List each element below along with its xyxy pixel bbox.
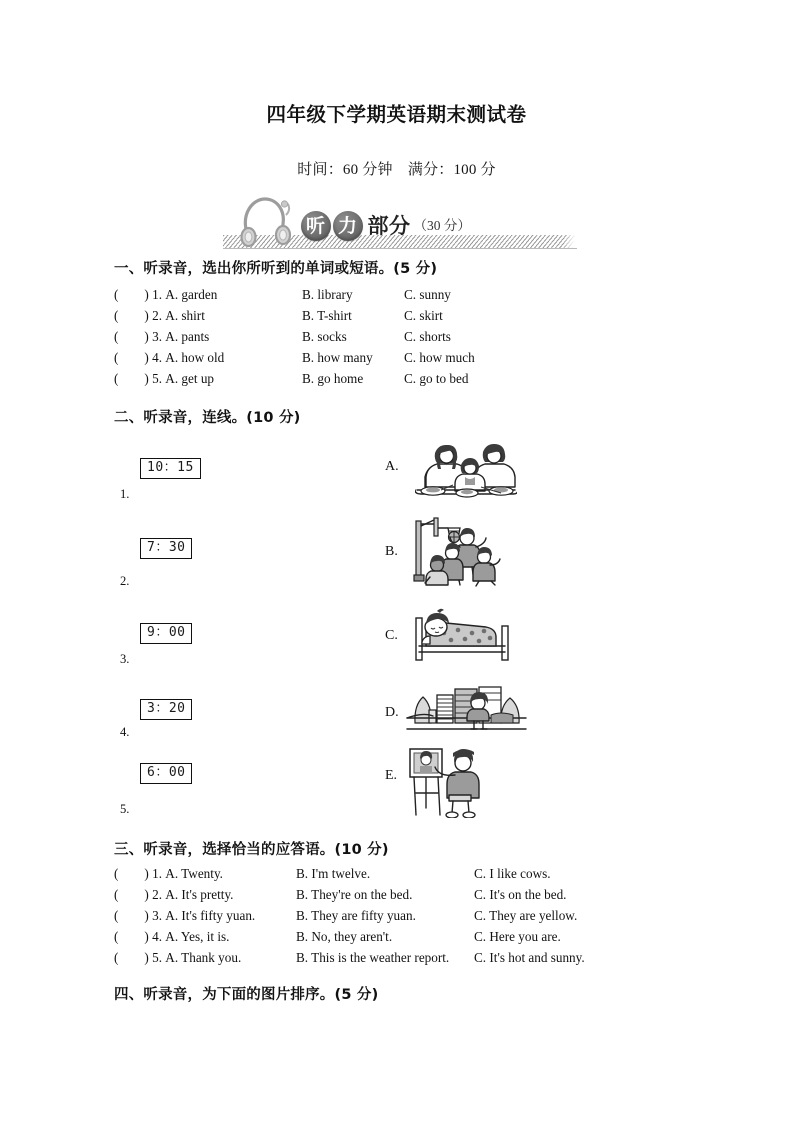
option-c[interactable]: C. sunny: [404, 287, 451, 302]
option-b[interactable]: B. They're on the bed.: [296, 887, 413, 902]
option-b[interactable]: B. how many: [302, 350, 373, 365]
question-row: [114, 371, 469, 387]
question-row: [114, 887, 567, 903]
time-card[interactable]: 6：00: [140, 763, 192, 784]
question-number: 5.: [152, 371, 162, 386]
question-row: [114, 866, 551, 882]
option-a[interactable]: A. pants: [165, 329, 210, 344]
option-c[interactable]: C. They are yellow.: [474, 908, 578, 923]
question-number: 1.: [152, 287, 162, 302]
option-a[interactable]: A. It's pretty.: [165, 887, 234, 902]
match-item-number: 4.: [120, 725, 130, 739]
section-2-heading: 二、听录音，连线。(10 分): [114, 410, 301, 426]
match-item-number: 5.: [120, 802, 130, 816]
answer-bracket[interactable]: ( ): [114, 887, 149, 902]
option-c[interactable]: C. It's on the bed.: [474, 887, 567, 902]
banner-label: 部分: [367, 214, 411, 238]
question-row: [114, 950, 585, 966]
match-item-number: 1.: [120, 487, 130, 501]
option-c[interactable]: C. I like cows.: [474, 866, 551, 881]
option-a[interactable]: A. Yes, it is.: [165, 929, 230, 944]
banner-score: （30 分）: [413, 218, 471, 233]
headphones-icon: [239, 193, 295, 251]
answer-bracket[interactable]: ( ): [114, 287, 149, 302]
question-row: [114, 350, 475, 366]
child-sleeping-in-bed-picture: [410, 602, 518, 664]
option-b[interactable]: B. socks: [302, 329, 347, 344]
children-playing-basketball-picture: [410, 515, 510, 587]
option-a[interactable]: A. Thank you.: [165, 950, 242, 965]
banner-char-ting: 听: [301, 211, 331, 241]
match-item-number: 3.: [120, 652, 130, 666]
option-a[interactable]: A. garden: [165, 287, 218, 302]
option-b[interactable]: B. They are fifty yuan.: [296, 908, 416, 923]
time-card[interactable]: 9：00: [140, 623, 192, 644]
question-row: [114, 908, 578, 924]
question-number: 2.: [152, 308, 162, 323]
banner-char-li: 力: [333, 211, 363, 241]
option-a[interactable]: A. get up: [165, 371, 215, 386]
title-block: [0, 0, 793, 179]
option-c[interactable]: C. Here you are.: [474, 929, 561, 944]
option-b[interactable]: B. T-shirt: [302, 308, 352, 323]
question-number: 4.: [152, 929, 162, 944]
answer-bracket[interactable]: ( ): [114, 308, 149, 323]
answer-bracket[interactable]: ( ): [114, 329, 149, 344]
answer-bracket[interactable]: ( ): [114, 371, 149, 386]
banner-text: [301, 211, 471, 241]
picture-letter-a: A.: [385, 459, 399, 474]
question-number: 1.: [152, 866, 162, 881]
page-title: 四年级下学期英语期末测试卷: [266, 103, 527, 126]
question-row: [114, 929, 561, 945]
option-c[interactable]: C. go to bed: [404, 371, 469, 386]
option-c[interactable]: C. skirt: [404, 308, 443, 323]
option-a[interactable]: A. shirt: [165, 308, 205, 323]
option-c[interactable]: C. It's hot and sunny.: [474, 950, 585, 965]
answer-bracket[interactable]: ( ): [114, 908, 149, 923]
answer-bracket[interactable]: ( ): [114, 350, 149, 365]
question-number: 3.: [152, 329, 162, 344]
answer-bracket[interactable]: ( ): [114, 929, 149, 944]
picture-letter-b: B.: [385, 544, 398, 559]
section-4-heading: 四、听录音，为下面的图片排序。(5 分): [114, 987, 379, 1003]
answer-bracket[interactable]: ( ): [114, 950, 149, 965]
match-item-number: 2.: [120, 574, 130, 588]
option-a[interactable]: A. how old: [165, 350, 225, 365]
question-number: 2.: [152, 887, 162, 902]
question-row: [114, 329, 451, 345]
picture-letter-d: D.: [385, 705, 399, 720]
question-number: 5.: [152, 950, 162, 965]
question-number: 3.: [152, 908, 162, 923]
option-c[interactable]: C. how much: [404, 350, 475, 365]
time-card[interactable]: 3：20: [140, 699, 192, 720]
picture-letter-e: E.: [385, 768, 398, 783]
section-3-heading: 三、听录音，选择恰当的应答语。(10 分): [114, 842, 389, 858]
option-b[interactable]: B. library: [302, 287, 353, 302]
option-b[interactable]: B. I'm twelve.: [296, 866, 371, 881]
option-c[interactable]: C. shorts: [404, 329, 451, 344]
child-painting-at-easel-picture: [400, 745, 500, 818]
question-row: [114, 287, 451, 303]
question-number: 4.: [152, 350, 162, 365]
time-card[interactable]: 10：15: [140, 458, 201, 479]
answer-bracket[interactable]: ( ): [114, 866, 149, 881]
option-a[interactable]: A. It's fifty yuan.: [165, 908, 256, 923]
child-outside-building-picture: [405, 685, 528, 733]
exam-meta: 时间：60 分钟 满分：100 分: [297, 162, 496, 178]
section-1-heading: 一、听录音，选出你所听到的单词或短语。(5 分): [114, 261, 438, 277]
option-b[interactable]: B. This is the weather report.: [296, 950, 450, 965]
family-eating-dinner-picture: [415, 443, 517, 501]
picture-letter-c: C.: [385, 628, 398, 643]
listening-banner: [0, 193, 793, 255]
option-a[interactable]: A. Twenty.: [165, 866, 223, 881]
time-card[interactable]: 7：30: [140, 538, 192, 559]
question-row: [114, 308, 443, 324]
option-b[interactable]: B. No, they aren't.: [296, 929, 393, 944]
option-b[interactable]: B. go home: [302, 371, 364, 386]
